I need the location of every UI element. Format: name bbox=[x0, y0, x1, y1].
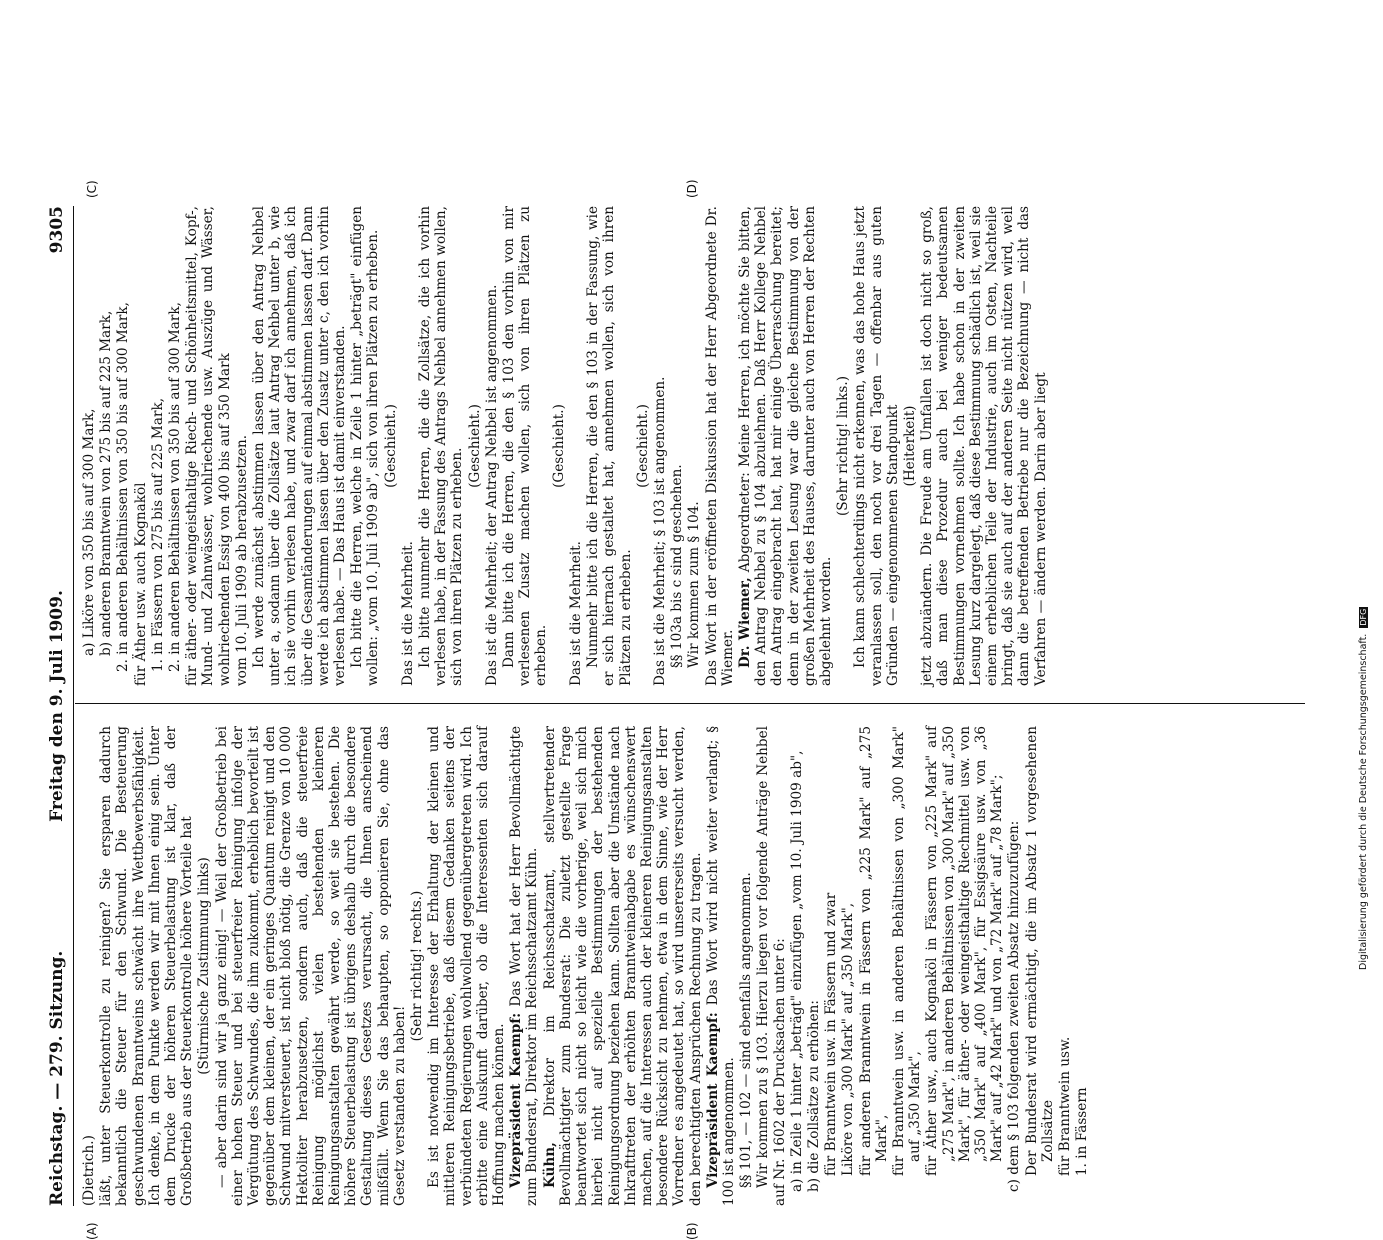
list-subitem: für Branntwein usw. in anderen Behältnissen von „300 Mark" auf „350 Mark", bbox=[890, 726, 924, 1176]
paragraph bbox=[508, 726, 540, 1206]
list-subitem: für Branntwein usw. in Fässern und zwar bbox=[823, 892, 840, 1176]
page-number: 9305 bbox=[47, 206, 67, 254]
item-text: in Zeile 1 hinter „beträgt" einzufügen „vom 10. Juli 1909 ab", bbox=[788, 750, 805, 1175]
speech-text: Direktor im Reichsschatzamt, stellvertretender Bevollmächtigter zum Bundesrat: Die zuletzt gestellte Frage beantwortet sich nicht so leicht wie die vorherige, weil sich mich hierbei nicht auf spezielle Bestimmungen der bestehenden Reinigungsordnung beziehen kann. Sollten aber die Umstände nach Inkrafttreten der erhöhten Branntweinabgabe es wünschenswert machen, auf die Interessen auch der kleineren Reinigungsanstalten besondere Rücksicht zu nehmen, etwa in dem Sinne, wie der Herr Vorredner es angedeutet hat, so wird unsererseits versucht werden, den berechtigten Ansprüchen Rechnung zu tragen. bbox=[541, 726, 704, 1206]
list-item bbox=[806, 726, 822, 1206]
item-label: c) bbox=[1006, 1179, 1023, 1192]
paragraph bbox=[737, 206, 834, 686]
list-subitem: für Äther usw., auch Kognaköl in Fässern von „225 Mark" auf „275 Mark", in anderen Behältnissen von „300 Mark" auf „350 Mark", für äther- oder weingeisthaltige Riechmittel usw. von „350 Mark" auf „400 Mark", für Essigsäure usw. von „36 Mark" auf „42 Mark" und von „72 Mark" auf „78 Mark"; bbox=[924, 726, 1006, 1176]
header-rule bbox=[73, 206, 74, 1206]
list-subitem: a) Liköre von 350 bis auf 300 Mark, bbox=[81, 408, 97, 656]
right-column bbox=[81, 206, 1050, 686]
paragraph: — aber darin sind wir ja ganz einig! — Weil der Großbetrieb bei einer hohen Steuer und bei steuerfreier Reinigung infolge der Vergütung des Schwundes, die ihm zukommt, erheblich bevorteilt ist gegenüber dem kleinen, der ein geringes Quantum reinigt und den Schwund mitversteuert, ist nicht bloß nötig, die Grenze von 10 000 Hektoliter herabzusetzen, sondern auch, daß die steuerfreie Reinigung möglichst vielen bestehenden kleineren Reinigungsanstalten gewährt werde, so weit sie bestehen. Die höhere Steuerbelastung ist übrigens deshalb durch die besondere Gestaltung dieses Gesetzes verursacht, die Ihnen anscheinend mißfällt. Wenn Sie das behaupten, so opponieren Sie, ohne das Gesetz verstanden zu haben! bbox=[213, 726, 408, 1206]
paragraph: Ich kann schlechterdings nicht erkennen, was das hohe Haus jetzt veranlassen soll, den noch vor drei Tagen — offenbar aus guten Gründen — eingenommenen Standpunkt bbox=[852, 206, 901, 686]
speech-text: Abgeordneter: Meine Herren, ich möchte Sie bitten, den Antrag Nehbel zu § 104 abzulehnen. Daß Herr Kollege Nehbel den Antrag eingebracht hat, hat mir einige Überraschung bereitet; denn in der zweiten Lesung war die gleiche Bestimmung von der großen Mehrheit des Hauses, darunter auch von Herren der Rechten abgelehnt worden. bbox=[736, 206, 834, 686]
interjection: (Geschieht.) bbox=[466, 404, 483, 488]
paragraph: Ich werde zunächst abstimmen lassen über den Antrag Nehbel unter a, sodann über die Zollsätze laut Antrag Nehbel unter b, wie ich sie vorhin verlesen habe, und zwar darf ich annehmen, daß ich über die Gesamtänderungen auf einmal abstimmen lassen darf. Dann werde ich abstimmen lassen über den Zusatz unter c, den ich vorhin verlesen habe. — Das Haus ist damit einverstanden. bbox=[251, 206, 349, 686]
footer-text: Digitalisierung gefördert durch die Deutsche Forschungsgemeinschaft. bbox=[1358, 633, 1369, 970]
paragraph: Nunmehr bitte ich die Herren, die den § 103 in der Fassung, wie er sich hiernach gestaltet hat, annehmen wollen, sich von ihren Plätzen zu erheben. bbox=[585, 206, 634, 686]
interjection: (Sehr richtig! rechts.) bbox=[409, 890, 426, 1042]
interjection: (Sehr richtig! links.) bbox=[835, 375, 852, 517]
speech-text: Das Wort hat der Herr Bevollmächtigte zum Bundesrat, Direktor im Reichsschatzamt Kühn. bbox=[508, 726, 541, 1206]
paragraph: Es ist notwendig im Interesse der Erhaltung der kleinen und mittleren Reinigungsbetriebe, daß diesem Gedanken seitens der verbündeten Regierungen wohlwollend gegenübergetreten wird. Ich erbitte eine Auskunft darüber, ob die Interessenten sich darauf Hoffnung machen können. bbox=[426, 726, 508, 1206]
paragraph: jetzt abzuändern. Die Freude am Umfallen ist doch nicht so groß, daß man diese Prozedur auch bei weniger bedeutsamen Bestimmungen vornehmen sollte. Ich habe schon in der zweiten Lesung kurz dargelegt, daß diese Bestimmung schädlich ist, weil sie einem erheblichen Teile der Industrie, auch im Osten, Nachteile bringt, daß sie auch auf der anderen Seite nicht nützen wird, weil dann die betreffenden Betriebe nur die Bezeichnung — nicht das Verfahren — ändern werden. Darin aber liegt bbox=[919, 206, 1049, 686]
list-subitem: für Branntwein usw. bbox=[1056, 1036, 1073, 1176]
paragraph bbox=[705, 726, 737, 1206]
margin-mark-b: (B) bbox=[685, 1222, 699, 1240]
paragraph: Das ist die Mehrheit. bbox=[567, 541, 584, 686]
paragraph: für äther- oder weingeisthaltige Riech- und Schönheitsmittel, Kopf-, Mund- und Zahnwässer, wohlriechende usw. Auszüge und Wässer, wohlriechenden Essig von 400 bis auf 350 Mark bbox=[184, 206, 233, 686]
interjection: (Heiterkeit) bbox=[901, 405, 918, 487]
item-label: b) bbox=[805, 1177, 822, 1192]
speaker-tag: (Dietrich.) bbox=[81, 1135, 97, 1206]
paragraph: Das ist die Mehrheit; der Antrag Nehbel ist angenommen. bbox=[483, 284, 500, 686]
paragraph bbox=[542, 726, 704, 1206]
list-subitem: Liköre von „300 Mark" auf „350 Mark", bbox=[840, 902, 857, 1176]
margin-mark-c: (C) bbox=[85, 180, 99, 198]
paragraph: Wir kommen zu § 103. Hierzu liegen vor folgende Anträge Nehbel auf Nr. 1602 der Drucksachen unter 6: bbox=[755, 726, 788, 1206]
paragraph: Das Wort in der eröffneten Diskussion hat der Herr Abgeordnete Dr. Wiemer. bbox=[703, 206, 736, 686]
speaker-name: Dr. Wiemer, bbox=[736, 577, 753, 668]
paragraph: Das ist die Mehrheit; § 103 ist angenommen. bbox=[651, 376, 668, 686]
paragraph: läßt, unter Steuerkontrolle zu reinigen? Sie ersparen dadurch bekanntlich die Steuer für den Schwund. Die Besteuerung geschwundenen Branntweins schwächt ihre Wettbewerbsfähigkeit. Ich denke, in dem Punkte werden wir mit Ihnen einig sein. Unter dem Drucke der höheren Steuerbelastung ist klar, daß der Großbetrieb aus der Steuerkontrolle höhere Vorteile hat bbox=[98, 726, 196, 1206]
paragraph: Das ist die Mehrheit. bbox=[399, 541, 416, 686]
list-subitem: b) anderen Branntwein von 275 bis auf 225 Mark, bbox=[98, 310, 115, 656]
list-subitem: Der Bundesrat wird ermächtigt, die im Absatz 1 vorgesehenen Zollsätze bbox=[1023, 726, 1056, 1176]
footer-text-wrap bbox=[1358, 10, 1378, 970]
speech-text: Das Wort wird nicht weiter verlangt; § 100 ist angenommen. bbox=[704, 726, 737, 1206]
paragraph: Dann bitte ich die Herren, die den § 103 den vorhin von mir verlesenen Zusatz machen wollen, sich von ihren Plätzen zu erheben. bbox=[501, 206, 550, 686]
paragraph: für Äther usw. auch Kognaköl bbox=[132, 482, 149, 686]
item-text: dem § 103 folgenden zweiten Absatz hinzuzufügen: bbox=[1006, 820, 1023, 1175]
speaker-name: Vizepräsident Kaempf: bbox=[508, 1012, 525, 1188]
list-item: 1. in Fässern von 275 bis auf 225 Mark, bbox=[149, 397, 166, 672]
paragraph: §§ 103a bis c sind geschehen. bbox=[669, 464, 686, 668]
list-item bbox=[789, 726, 805, 1206]
paragraph: Wir kommen zum § 104. bbox=[686, 501, 703, 668]
speaker-name: Vizepräsident Kaempf: bbox=[704, 1012, 721, 1188]
running-header bbox=[45, 206, 75, 1206]
item-label: a) bbox=[788, 1178, 805, 1192]
interjection: (Geschieht.) bbox=[550, 404, 567, 488]
interjection: (Geschieht.) bbox=[634, 404, 651, 488]
margin-mark-d: (D) bbox=[685, 179, 699, 198]
interjection: (Stürmische Zustimmung links) bbox=[196, 857, 213, 1075]
item-text: die Zollsätze zu erhöhen: bbox=[805, 999, 822, 1174]
dfg-logo: DFG bbox=[1359, 608, 1368, 626]
list-subitem: für anderen Branntwein in Fässern von „225 Mark" auf „275 Mark", bbox=[857, 726, 890, 1176]
column-rule bbox=[75, 703, 1305, 704]
list-item bbox=[1006, 726, 1022, 1206]
rotated-page bbox=[45, 0, 1315, 1240]
left-column bbox=[81, 726, 1091, 1206]
header-date: Freitag den 9. Juli 1909. bbox=[47, 590, 67, 822]
paragraph: vom 10. Juli 1909 ab herabzusetzen. bbox=[233, 434, 250, 686]
speaker-name: Kühn, bbox=[541, 1142, 558, 1188]
digitization-footer bbox=[1358, 10, 1380, 990]
interjection: (Geschieht.) bbox=[382, 404, 399, 488]
header-left: Reichstag. — 279. Sitzung. bbox=[47, 950, 67, 1206]
paragraph: §§ 101, — 102 — sind ebenfalls angenommen. bbox=[738, 872, 755, 1188]
paragraph: Ich bitte nunmehr die Herren, die die Zollsätze, die ich vorhin verlesen habe, in der Fassung des Antrags Nehbel annehmen wollen, sich von ihren Plätzen zu erheben. bbox=[417, 206, 466, 686]
list-subitem: 1. in Fässern bbox=[1074, 1087, 1091, 1176]
margin-mark-a: (A) bbox=[85, 1222, 99, 1240]
paragraph: Ich bitte die Herren, welche in Zeile 1 hinter „beträgt" einfügen wollen: „vom 10. Juli 1909 ab", sich von ihren Plätzen zu erheben. bbox=[349, 206, 382, 686]
list-item: 2. in anderen Behältnissen von 350 bis auf 300 Mark, bbox=[115, 302, 132, 672]
list-item: 2. in anderen Behältnissen von 350 bis auf 300 Mark, bbox=[167, 302, 184, 672]
